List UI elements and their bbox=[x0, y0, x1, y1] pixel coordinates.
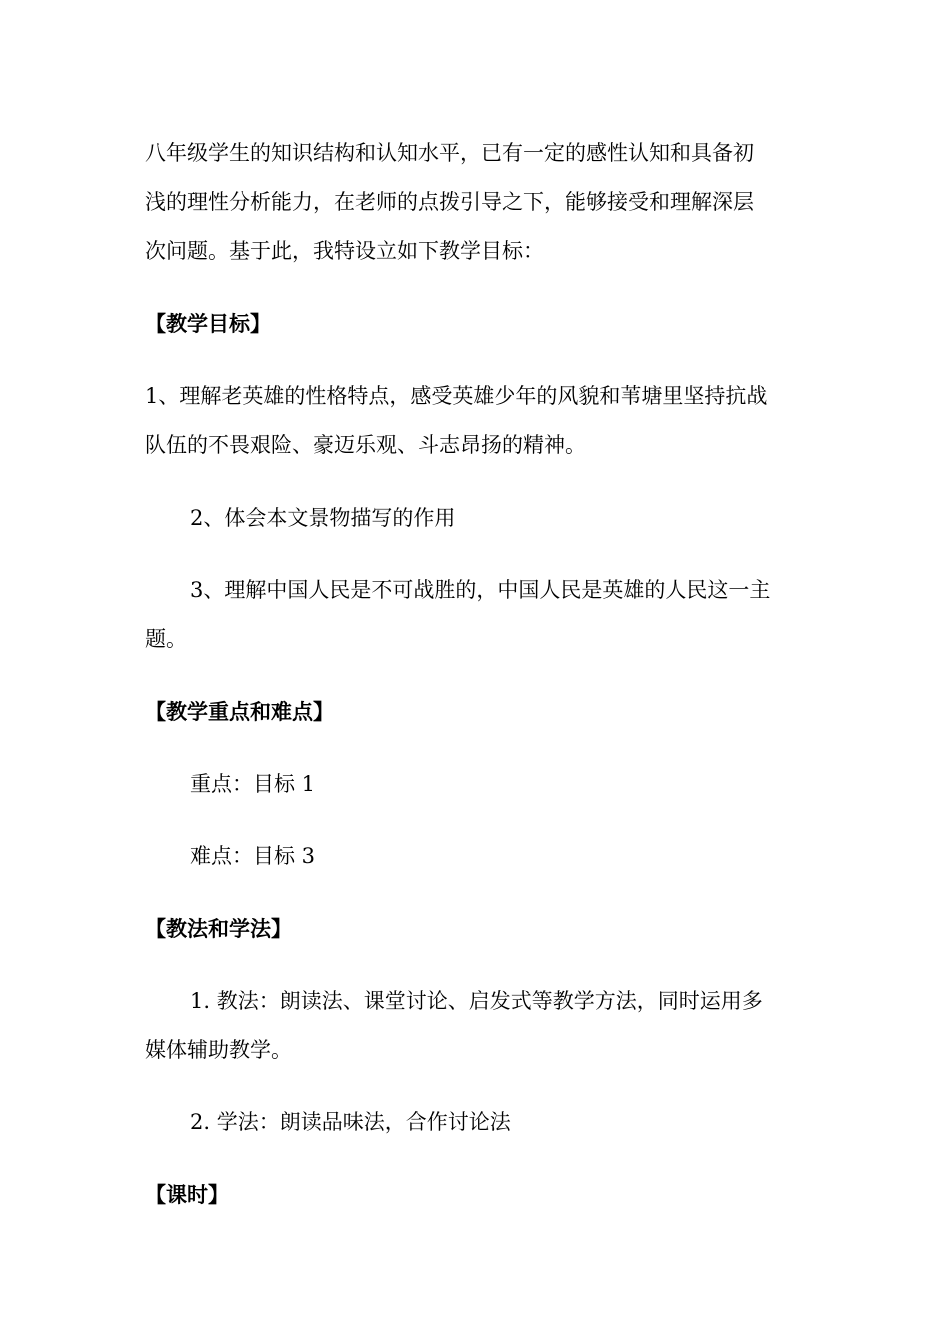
objective-2: 2、体会本文景物描写的作用 bbox=[190, 506, 456, 530]
difficulty-point: 难点：目标 3 bbox=[190, 844, 316, 868]
teaching-method-line-1: 1. 教法：朗读法、课堂讨论、启发式等教学方法，同时运用多 bbox=[190, 989, 763, 1013]
teaching-method-line-2: 媒体辅助教学。 bbox=[145, 1038, 292, 1062]
objective-3-line-2: 题。 bbox=[145, 627, 187, 651]
focus-heading: 【教学重点和难点】 bbox=[145, 699, 334, 724]
key-point: 重点：目标 1 bbox=[190, 772, 316, 796]
objective-1-line-1: 1、理解老英雄的性格特点，感受英雄少年的风貌和苇塘里坚持抗战 bbox=[145, 384, 768, 408]
learning-method: 2. 学法：朗读品味法，合作讨论法 bbox=[190, 1110, 511, 1134]
intro-line-3: 次问题。基于此，我特设立如下教学目标： bbox=[145, 239, 544, 263]
objectives-heading: 【教学目标】 bbox=[145, 311, 271, 336]
objective-1-line-2: 队伍的不畏艰险、豪迈乐观、斗志昂扬的精神。 bbox=[145, 433, 586, 457]
objective-3-line-1: 3、理解中国人民是不可战胜的，中国人民是英雄的人民这一主 bbox=[190, 578, 771, 602]
intro-line-2: 浅的理性分析能力，在老师的点拨引导之下，能够接受和理解深层 bbox=[145, 190, 754, 214]
hours-heading: 【课时】 bbox=[145, 1182, 229, 1207]
intro-line-1: 八年级学生的知识结构和认知水平，已有一定的感性认知和具备初 bbox=[145, 141, 754, 165]
methods-heading: 【教法和学法】 bbox=[145, 916, 292, 941]
